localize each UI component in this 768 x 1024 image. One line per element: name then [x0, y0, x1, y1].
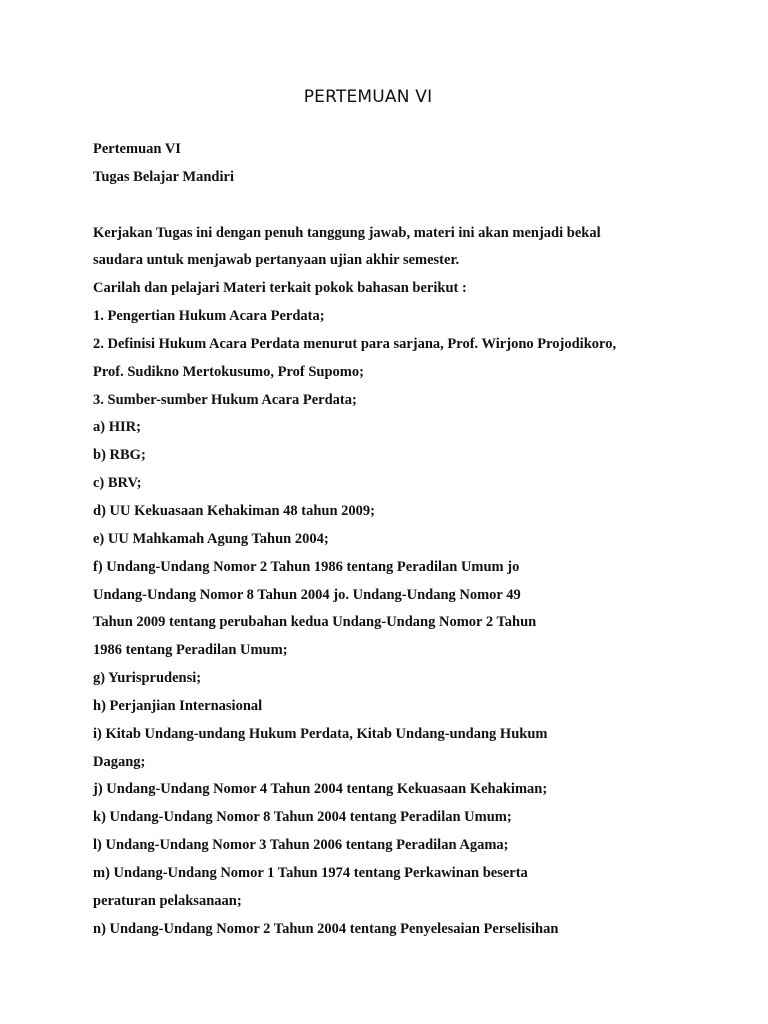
list-item: 2. Definisi Hukum Acara Perdata menurut para sarjana, Prof. Wirjono Projodikoro,	[93, 335, 617, 352]
list-item: k) Undang-Undang Nomor 8 Tahun 2004 tentang Peradilan Umum;	[93, 809, 512, 826]
list-item: c) BRV;	[93, 475, 142, 492]
list-item: 3. Sumber-sumber Hukum Acara Perdata;	[93, 391, 357, 408]
list-item: b) RBG;	[93, 447, 146, 464]
list-item: Undang-Undang Nomor 8 Tahun 2004 jo. Undang-Undang Nomor 49	[93, 586, 521, 603]
list-item: n) Undang-Undang Nomor 2 Tahun 2004 tentang Penyelesaian Perselisihan	[93, 920, 559, 937]
list-item: e) UU Mahkamah Agung Tahun 2004;	[93, 530, 329, 547]
heading-line: Tugas Belajar Mandiri	[93, 168, 234, 185]
list-item: peraturan pelaksanaan;	[93, 892, 242, 909]
paragraph-spacer	[93, 192, 733, 220]
list-item: d) UU Kekuasaan Kehakiman 48 tahun 2009;	[93, 502, 375, 519]
list-item: a) HIR;	[93, 419, 141, 436]
list-item: Prof. Sudikno Mertokusumo, Prof Supomo;	[93, 363, 364, 380]
body-line: Carilah dan pelajari Materi terkait pokok bahasan berikut :	[93, 280, 467, 297]
body-line: Kerjakan Tugas ini dengan penuh tanggung jawab, materi ini akan menjadi bekal	[93, 224, 601, 241]
list-item: l) Undang-Undang Nomor 3 Tahun 2006 tentang Peradilan Agama;	[93, 837, 509, 854]
list-item: h) Perjanjian Internasional	[93, 697, 263, 714]
list-item: g) Yurisprudensi;	[93, 670, 202, 687]
list-item: Tahun 2009 tentang perubahan kedua Undang-Undang Nomor 2 Tahun	[93, 614, 537, 631]
list-item: 1986 tentang Peradilan Umum;	[93, 642, 288, 659]
document-title: PERTEMUAN VI	[303, 87, 433, 107]
list-item: j) Undang-Undang Nomor 4 Tahun 2004 tentang Kekuasaan Kehakiman;	[93, 781, 548, 798]
list-item: m) Undang-Undang Nomor 1 Tahun 1974 tentang Perkawinan beserta	[93, 864, 528, 881]
list-item: f) Undang-Undang Nomor 2 Tahun 1986 tentang Peradilan Umum jo	[93, 558, 520, 575]
document-body	[93, 136, 733, 943]
body-line: saudara untuk menjawab pertanyaan ujian akhir semester.	[93, 252, 460, 269]
list-item: i) Kitab Undang-undang Hukum Perdata, Kitab Undang-undang Hukum	[93, 725, 548, 742]
heading-line: Pertemuan VI	[93, 141, 181, 157]
list-item: Dagang;	[93, 753, 146, 770]
list-item: 1. Pengertian Hukum Acara Perdata;	[93, 308, 325, 325]
